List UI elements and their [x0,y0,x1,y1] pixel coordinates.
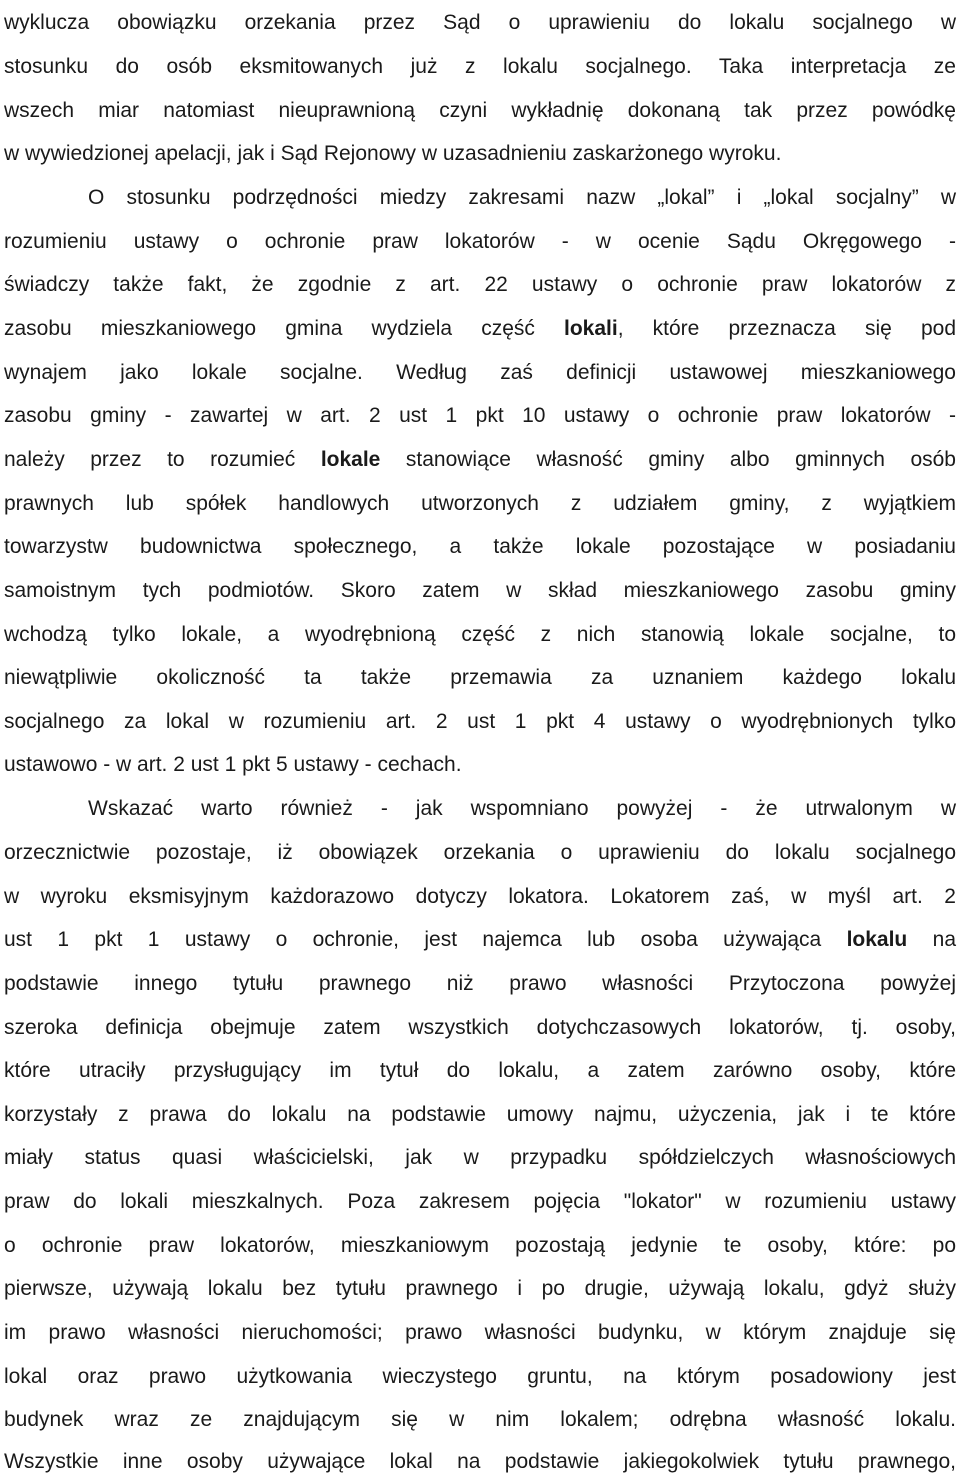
text-line [4,838,956,868]
text-line [4,1405,956,1435]
text-segment: należy przez to rozumieć [4,448,321,471]
text-line [4,1274,956,1304]
text-segment: rozumieniu ustawy o ochronie praw lokatorów - w ocenie Sądu Okręgowego - [4,230,956,253]
text-line [4,1318,956,1348]
text-line [4,663,956,693]
text-segment: , które przeznacza się pod [617,317,956,340]
text-segment: świadczy także fakt, że zgodnie z art. 22 ustawy o ochronie praw lokatorów z [4,273,956,296]
text-line [4,1187,956,1217]
text-segment: budynek wraz ze znajdującym się w nim lokalem; odrębna własność lokalu. [4,1408,956,1431]
text-segment: o ochronie praw lokatorów, mieszkaniowym pozostają jedynie te osoby, które: po [4,1234,956,1257]
bold-term: lokalu [846,928,908,951]
text-segment: wyklucza obowiązku orzekania przez Sąd o uprawieniu do lokalu socjalnego w [4,11,956,34]
text-line [4,139,956,169]
text-segment: pierwsze, używają lokalu bez tytułu prawnego i po drugie, używają lokalu, gdyż służy [4,1277,956,1300]
text-segment: orzecznictwie pozostaje, iż obowiązek orzekania o uprawieniu do lokalu socjalnego [4,841,956,864]
text-segment: ustawowo - w art. 2 ust 1 pkt 5 ustawy - cechach. [4,753,462,776]
text-segment: miały status quasi właścicielski, jak w przypadku spółdzielczych własnościowych [4,1146,956,1169]
text-segment: Wskazać warto również - jak wspomniano powyżej - że utrwalonym w [88,797,956,820]
text-segment: w wywiedzionej apelacji, jak i Sąd Rejonowy w uzasadnieniu zaskarżonego wyroku. [4,142,782,165]
text-line [4,1100,956,1130]
text-line [4,620,956,650]
text-line [88,183,956,213]
text-segment: lokal oraz prawo użytkowania wieczystego gruntu, na którym posadowiony jest [4,1365,956,1388]
text-line [4,707,956,737]
text-segment: wynajem jako lokale socjalne. Według zaś definicji ustawowej mieszkaniowego [4,361,956,384]
text-segment: podstawie innego tytułu prawnego niż prawo własności Przytoczona powyżej [4,972,956,995]
text-segment: zasobu mieszkaniowego gmina wydziela część [4,317,564,340]
text-segment: praw do lokali mieszkalnych. Poza zakresem pojęcia "lokator" w rozumieniu ustawy [4,1190,956,1213]
text-segment: O stosunku podrzędności miedzy zakresami nazw „lokal” i „lokal socjalny” w [88,186,956,209]
text-segment: stanowiące własność gminy albo gminnych osób [380,448,956,471]
text-segment: stosunku do osób eksmitowanych już z lokalu socjalnego. Taka interpretacja ze [4,55,956,78]
text-segment: zasobu gminy - zawartej w art. 2 ust 1 pkt 10 ustawy o ochronie praw lokatorów - [4,404,956,427]
text-segment: niewątpliwie okoliczność ta także przemawia za uznaniem każdego lokalu [4,666,956,689]
text-segment: na [907,928,956,951]
text-segment: szeroka definicja obejmuje zatem wszystkich dotychczasowych lokatorów, tj. osoby, [4,1016,956,1039]
text-segment: im prawo własności nieruchomości; prawo własności budynku, w którym znajduje się [4,1321,956,1344]
text-line [4,8,956,38]
text-segment: które utraciły przysługujący im tytuł do lokalu, a zatem zarówno osoby, które [4,1059,956,1082]
text-line [4,1056,956,1086]
text-line [4,532,956,562]
text-segment: prawnych lub spółek handlowych utworzonych z udziałem gminy, z wyjątkiem [4,492,956,515]
text-line [88,794,956,824]
bold-term: lokale [320,448,381,471]
text-line [4,1143,956,1173]
text-line [4,576,956,606]
text-line [4,445,956,475]
text-line [4,270,956,300]
text-line [4,401,956,431]
text-line [4,969,956,999]
text-line [4,882,956,912]
text-segment: Wszystkie inne osoby używające lokal na podstawie jakiegokolwiek tytułu prawnego, [4,1450,956,1473]
text-line [4,925,956,955]
text-segment: socjalnego za lokal w rozumieniu art. 2 ust 1 pkt 4 ustawy o wyodrębnionych tylko [4,710,956,733]
text-line [4,1013,956,1043]
text-line [4,489,956,519]
text-line [4,1362,956,1392]
text-segment: wchodzą tylko lokale, a wyodrębnioną część z nich stanowią lokale socjalne, to [4,623,956,646]
text-segment: w wyroku eksmisyjnym każdorazowo dotyczy lokatora. Lokatorem zaś, w myśl art. 2 [4,885,956,908]
text-line [4,227,956,257]
text-line [4,1231,956,1261]
text-segment: towarzystw budownictwa społecznego, a także lokale pozostające w posiadaniu [4,535,956,558]
text-line [4,750,956,780]
text-segment: korzystały z prawa do lokalu na podstawie umowy najmu, użyczenia, jak i te które [4,1103,956,1126]
text-segment: samoistnym tych podmiotów. Skoro zatem w skład mieszkaniowego zasobu gminy [4,579,956,602]
text-line [4,314,956,344]
text-line [4,52,956,82]
text-line [4,358,956,388]
text-line [4,96,956,126]
text-segment: ust 1 pkt 1 ustawy o ochronie, jest najemca lub osoba używająca [4,928,847,951]
bold-term: lokali [564,317,618,340]
text-segment: wszech miar natomiast nieuprawnioną czyni wykładnię dokonaną tak przez powódkę [4,99,956,122]
